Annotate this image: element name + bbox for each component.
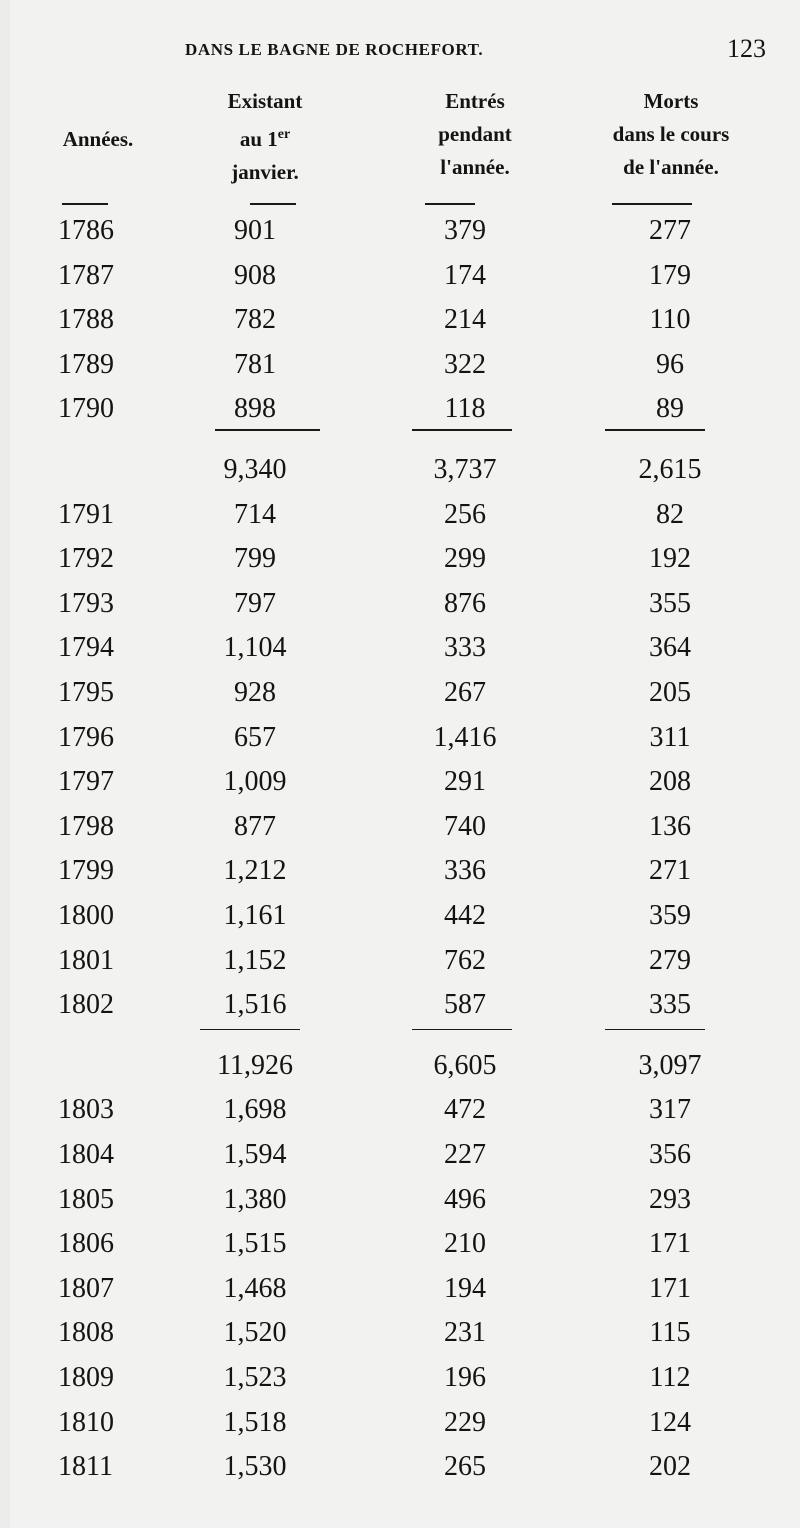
year-cell: 1789 (58, 348, 114, 380)
year-cell: 1786 (58, 215, 114, 246)
morts-cell: 311 (649, 721, 691, 753)
morts-cell: 110 (649, 304, 691, 336)
existant-cell: 1,518 (223, 1406, 287, 1438)
morts-cell: 359 (649, 900, 691, 931)
morts-cell: 82 (656, 498, 684, 530)
subtotal-row (0, 447, 800, 492)
entres-cell: 876 (444, 587, 486, 619)
table-row (0, 1177, 800, 1222)
entres-cell: 267 (444, 677, 486, 708)
entres-cell: 336 (444, 855, 486, 887)
entres-cell: 196 (444, 1362, 486, 1393)
morts-cell: 202 (649, 1451, 691, 1483)
year-cell: 1808 (58, 1317, 114, 1349)
morts-cell: 115 (649, 1317, 691, 1349)
column-rule-group (0, 425, 800, 437)
existant-cell: 1,698 (223, 1094, 287, 1126)
header-existant-line: au 1er (239, 127, 291, 151)
column-rule (412, 1029, 512, 1030)
table-row (0, 804, 800, 849)
entres-cell: 174 (444, 259, 486, 291)
existant-cell: 1,516 (223, 989, 287, 1021)
morts-cell: 364 (649, 632, 691, 664)
entres-cell: 210 (444, 1228, 486, 1260)
header-annees-line: Années. (62, 127, 134, 151)
table-row (0, 536, 800, 581)
running-title: DANS LE BAGNE DE ROCHEFORT. (185, 40, 484, 59)
entres-cell: 333 (444, 632, 486, 664)
table-row (0, 1266, 800, 1311)
ordinal-suffix: er (277, 127, 291, 142)
table-row (0, 893, 800, 938)
existant-cell: 1,104 (223, 632, 287, 664)
table-row (0, 342, 800, 387)
entres-cell: 442 (444, 900, 486, 931)
column-rule (200, 1029, 300, 1030)
header-existant-line: janvier. (231, 160, 299, 184)
year-cell: 1791 (58, 498, 114, 530)
existant-cell: 797 (234, 587, 276, 619)
existant-cell: 1,468 (223, 1272, 287, 1304)
year-cell: 1805 (58, 1183, 114, 1215)
year-cell: 1810 (58, 1406, 114, 1438)
morts-cell: 124 (649, 1406, 691, 1438)
header-existant-line: Existant (227, 89, 303, 113)
morts-cell: 96 (656, 348, 684, 380)
year-cell: 1793 (58, 587, 114, 619)
year-cell: 1807 (58, 1272, 114, 1304)
table-row (0, 715, 800, 760)
morts-cell: 205 (649, 677, 691, 708)
table-row (0, 1221, 800, 1266)
year-cell: 1787 (58, 259, 114, 291)
entres-cell: 214 (444, 304, 486, 336)
table-row (0, 581, 800, 626)
entres-cell: 265 (444, 1451, 486, 1483)
year-cell: 1804 (58, 1139, 114, 1170)
entres-cell: 587 (444, 989, 486, 1021)
subtotal-row (0, 1043, 800, 1088)
existant-cell: 908 (234, 259, 276, 291)
existant-total: 11,926 (217, 1049, 293, 1081)
existant-cell: 1,152 (223, 944, 287, 976)
table-row (0, 848, 800, 893)
year-cell: 1796 (58, 721, 114, 753)
entres-cell: 1,416 (433, 721, 497, 753)
year-cell: 1802 (58, 989, 114, 1021)
existant-cell: 657 (234, 721, 276, 753)
header-morts-line: Morts (643, 89, 699, 113)
header-entres-line: Entrés (445, 89, 505, 113)
year-cell: 1803 (58, 1094, 114, 1126)
entres-cell: 379 (444, 215, 486, 246)
table-row (0, 670, 800, 715)
year-cell: 1795 (58, 677, 114, 708)
table-row (0, 253, 800, 298)
year-cell: 1798 (58, 810, 114, 842)
existant-cell: 928 (234, 677, 276, 708)
header-entres-line: l'année. (440, 155, 510, 179)
existant-cell: 1,212 (223, 855, 287, 887)
table-row (0, 1355, 800, 1400)
existant-cell: 1,523 (223, 1362, 287, 1393)
morts-total: 3,097 (638, 1049, 702, 1081)
table-row (0, 1310, 800, 1355)
existant-cell: 799 (234, 543, 276, 575)
entres-cell: 322 (444, 348, 486, 380)
header-morts-line: dans le cours (612, 122, 730, 146)
morts-cell: 208 (649, 766, 691, 798)
entres-cell: 299 (444, 543, 486, 575)
table-row (0, 1444, 800, 1489)
existant-cell: 1,594 (223, 1139, 287, 1170)
entres-cell: 194 (444, 1272, 486, 1304)
entres-cell: 472 (444, 1094, 486, 1126)
entres-cell: 762 (444, 944, 486, 976)
existant-cell: 1,161 (223, 900, 287, 931)
morts-cell: 279 (649, 944, 691, 976)
header-entres-line: pendant (438, 122, 512, 146)
morts-cell: 271 (649, 855, 691, 887)
existant-cell: 781 (234, 348, 276, 380)
existant-total: 9,340 (223, 454, 287, 485)
existant-cell: 898 (234, 393, 276, 425)
header-morts-line: de l'année. (623, 155, 719, 179)
existant-cell: 1,530 (223, 1451, 287, 1483)
year-cell: 1811 (58, 1451, 113, 1483)
existant-cell: 901 (234, 215, 276, 246)
morts-cell: 293 (649, 1183, 691, 1215)
table-row (0, 492, 800, 537)
existant-cell: 877 (234, 810, 276, 842)
entres-cell: 227 (444, 1139, 486, 1170)
morts-cell: 317 (649, 1094, 691, 1126)
entres-total: 6,605 (433, 1049, 497, 1081)
morts-cell: 356 (649, 1139, 691, 1170)
existant-cell: 782 (234, 304, 276, 336)
table-row (0, 208, 800, 253)
entres-cell: 229 (444, 1406, 486, 1438)
year-cell: 1801 (58, 944, 114, 976)
morts-cell: 171 (649, 1228, 691, 1260)
morts-cell: 171 (649, 1272, 691, 1304)
table-row (0, 938, 800, 983)
year-cell: 1799 (58, 855, 114, 887)
page-number: 123 (727, 34, 766, 63)
morts-cell: 355 (649, 587, 691, 619)
table-row (0, 759, 800, 804)
entres-cell: 291 (444, 766, 486, 798)
column-rule (605, 429, 705, 431)
year-cell: 1806 (58, 1228, 114, 1260)
existant-cell: 1,380 (223, 1183, 287, 1215)
entres-total: 3,737 (433, 454, 497, 485)
existant-cell: 1,520 (223, 1317, 287, 1349)
morts-cell: 192 (649, 543, 691, 575)
existant-cell: 1,515 (223, 1228, 287, 1260)
table-row (0, 297, 800, 342)
morts-cell: 136 (649, 810, 691, 842)
year-cell: 1788 (58, 304, 114, 336)
column-rule (215, 429, 320, 431)
table-row (0, 1087, 800, 1132)
morts-cell: 89 (656, 393, 684, 425)
entres-cell: 256 (444, 498, 486, 530)
year-cell: 1790 (58, 393, 114, 425)
existant-cell: 1,009 (223, 766, 287, 798)
existant-cell: 714 (234, 498, 276, 530)
morts-cell: 112 (649, 1362, 691, 1393)
morts-cell: 335 (649, 989, 691, 1021)
morts-total: 2,615 (638, 454, 702, 485)
year-cell: 1797 (58, 766, 114, 798)
column-rule-group (0, 1021, 800, 1033)
table-row (0, 625, 800, 670)
year-cell: 1792 (58, 543, 114, 575)
entres-cell: 496 (444, 1183, 486, 1215)
year-cell: 1800 (58, 900, 114, 931)
entres-cell: 118 (444, 393, 486, 425)
column-rule (412, 429, 512, 431)
morts-cell: 179 (649, 259, 691, 291)
year-cell: 1809 (58, 1362, 114, 1393)
morts-cell: 277 (649, 215, 691, 246)
table-row (0, 1132, 800, 1177)
year-cell: 1794 (58, 632, 114, 664)
entres-cell: 740 (444, 810, 486, 842)
table-row (0, 1400, 800, 1445)
column-rule (605, 1029, 705, 1030)
entres-cell: 231 (444, 1317, 486, 1349)
